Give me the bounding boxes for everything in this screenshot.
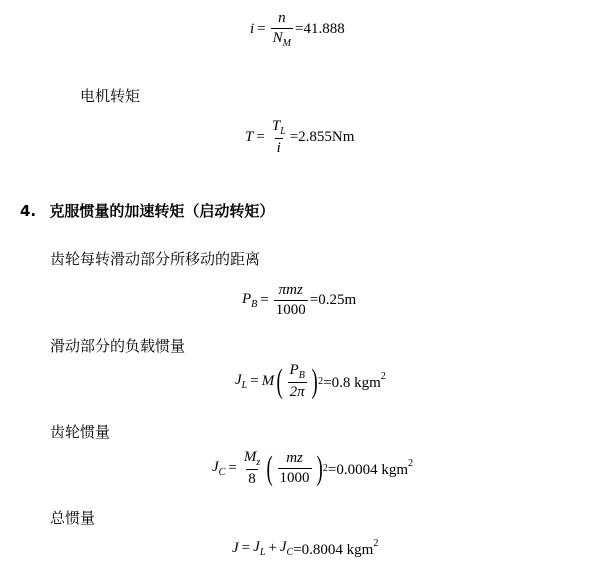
torque-num-main: T: [271, 118, 281, 134]
jc-result: [328, 458, 413, 479]
jc-f2-numerator: mz: [286, 450, 303, 466]
jc-lhs-sub: C: [218, 467, 226, 478]
slide-inertia-label: 滑动部分的负载惯量: [50, 337, 186, 355]
total-equation: [232, 538, 378, 559]
ratio-equation: [250, 10, 345, 49]
ratio-result: =41.888: [295, 21, 345, 37]
equals-sign: =: [241, 540, 251, 556]
equals-sign: =: [260, 292, 269, 308]
jl-power: 2: [318, 376, 324, 387]
equals-sign: =: [257, 21, 266, 37]
jl-result: [323, 371, 386, 392]
torque-denominator: i: [276, 140, 281, 156]
total-t1-sub: L: [259, 547, 266, 558]
total-t2-main: J: [279, 539, 287, 555]
ratio-den-main: N: [272, 30, 283, 46]
total-result-value: =0.8004 kgm: [293, 542, 374, 558]
jl-paren-group: [274, 362, 320, 401]
right-paren: ): [316, 449, 323, 487]
torque-result: =2.855Nm: [289, 129, 355, 145]
jc-f1-num-main: M: [243, 449, 257, 465]
left-paren: (: [266, 449, 273, 487]
gear-inertia-label: 齿轮惯量: [50, 423, 111, 441]
plus-sign: +: [268, 540, 277, 556]
left-paren: (: [276, 362, 283, 400]
section-number: 4.: [20, 202, 37, 220]
jl-num-sub: B: [298, 370, 305, 381]
jl-lhs-main: J: [235, 372, 242, 388]
total-result: [293, 538, 378, 559]
pb-numerator: πmz: [278, 282, 303, 298]
ratio-fraction: [271, 10, 293, 49]
torque-equation: [245, 118, 354, 157]
total-t2-sub: C: [286, 547, 294, 558]
jl-num-main: P: [289, 362, 299, 378]
jc-power: 2: [322, 463, 328, 474]
equals-sign: =: [228, 460, 237, 476]
jl-lhs: [235, 372, 247, 391]
jc-equation: [212, 449, 413, 488]
section-4-heading: [20, 200, 274, 221]
total-term-1: [253, 539, 265, 558]
jl-denominator: 2π: [289, 384, 305, 400]
jl-numerator: [288, 362, 307, 382]
gear-distance-label: 齿轮每转滑动部分所移动的距离: [50, 250, 261, 268]
total-inertia-label: 总惯量: [50, 509, 96, 527]
ratio-numerator: n: [278, 10, 286, 26]
jc-f1-denominator: 8: [248, 471, 256, 487]
pb-result: =0.25m: [309, 292, 357, 308]
total-lhs: J: [232, 540, 239, 556]
jc-f1-num-sub: z: [256, 457, 261, 468]
motor-torque-label: 电机转矩: [80, 87, 141, 105]
torque-num-sub: L: [280, 126, 286, 137]
pb-equation: [242, 282, 356, 319]
torque-lhs: T: [245, 129, 254, 145]
ratio-den-sub: M: [282, 38, 291, 49]
jc-fraction-1: [242, 449, 262, 488]
jc-f2-denominator: 1000: [279, 470, 310, 486]
jl-equation: [235, 362, 386, 401]
pb-fraction: [274, 282, 308, 319]
jc-paren-group: [264, 450, 325, 487]
pb-denominator: 1000: [275, 302, 306, 318]
total-term-2: [280, 539, 293, 558]
pb-lhs-sub: B: [251, 299, 258, 310]
jc-fraction-2: [278, 450, 312, 487]
torque-fraction: [270, 118, 288, 157]
jc-f1-numerator: [242, 449, 262, 469]
equals-sign: =: [256, 129, 265, 145]
total-result-sup: 2: [373, 538, 379, 549]
jc-lhs-main: J: [212, 459, 219, 475]
ratio-denominator: [271, 28, 293, 49]
jl-coef: M: [261, 373, 275, 389]
jl-result-sup: 2: [380, 371, 386, 382]
total-t1-main: J: [253, 539, 260, 555]
jl-lhs-sub: L: [241, 380, 248, 391]
jl-result-value: =0.8 kgm: [323, 375, 381, 391]
right-paren: ): [311, 362, 318, 400]
ratio-lhs: i: [250, 21, 255, 37]
jl-fraction: [288, 362, 307, 401]
torque-numerator: [270, 118, 288, 138]
jc-lhs: [212, 459, 225, 478]
jc-result-sup: 2: [408, 458, 414, 469]
pb-lhs-main: P: [242, 291, 252, 307]
section-title: 克服惯量的加速转矩（启动转矩）: [49, 202, 275, 220]
pb-lhs: [242, 291, 257, 310]
jc-result-value: =0.0004 kgm: [327, 462, 409, 478]
equals-sign: =: [250, 373, 259, 389]
